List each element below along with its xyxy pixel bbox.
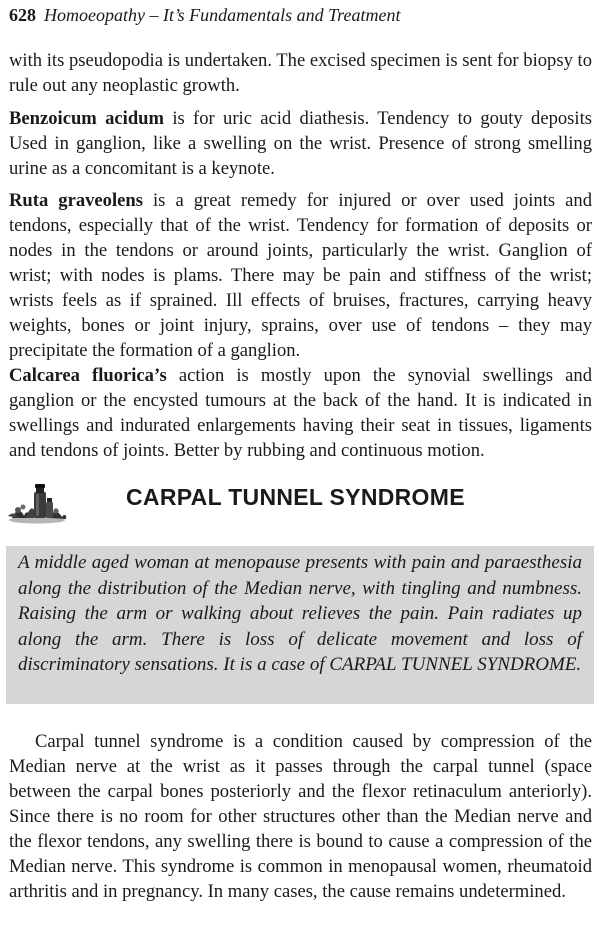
paragraph-text: action is mostly upon the synovial swellings and ganglion or the encysted tumours at the back of the hand. It is indicated in swellings and indurated enlargements having their seat in tissues, ligaments and tendons of joints. Better by rubbing and continuous motion. [9, 365, 592, 461]
herb-bottle-icon [6, 480, 68, 524]
paragraph-ruta-graveolens [9, 188, 592, 363]
section-title: CARPAL TUNNEL SYNDROME [126, 484, 465, 510]
paragraph-text: is a great remedy for injured or over used joints and tendons, especially that of the wrist. Tendency for formation of deposits or nodes in the tendons or around joints, particularly the wrist. Ganglion of wrist; with nodes is plams. There may be pain and stiffness of the wrist; wrists feels as if sprained. Ill effects of bruises, fractures, carrying heavy weights, bones or joint injury, sprains, over use of tendons – they may precipitate the formation of a ganglion. [9, 190, 592, 361]
paragraph-text: is for uric acid diathesis. Tendency to gouty deposits Used in ganglion, like a swelling on the wrist. Presence of strong smelling urine as a concomitant is a keynote. [9, 108, 592, 179]
paragraph-text: Carpal tunnel syndrome is a condition caused by compression of the Median nerve at the wrist as it passes through the carpal tunnel (space between the carpal bones posteriorly and the flexor retinaculum anteriorly). Since there is no room for other structures other than the Median nerve and the flexor tendons, any swelling there is bound to cause a compression of the Median nerve. This syndrome is common in menopausal women, rheumatoid arthritis and in pregnancy. In many cases, the cause remains undetermined. [9, 731, 592, 902]
paragraph-continuation [9, 48, 592, 98]
paragraph-carpal-tunnel-definition [9, 729, 592, 904]
book-title: Homoeopathy – It’s Fundamentals and Treatment [44, 5, 401, 25]
paragraph-text: with its pseudopodia is undertaken. The excised specimen is sent for biopsy to rule out any neoplastic growth. [9, 50, 592, 96]
remedy-name: Ruta graveolens [9, 190, 143, 211]
case-study-text: A middle aged woman at menopause presents with pain and paraesthesia along the distribution of the Median nerve, with tingling and numbness. Raising the arm or walking about relieves the pain. Pain radiates up along the arm. There is loss of delicate movement and loss of discriminatory sensations. It is a case of CARPAL TUNNEL SYNDROME. [18, 552, 582, 675]
remedy-name: Benzoicum acidum [9, 108, 164, 129]
running-header [9, 4, 400, 26]
section-heading [6, 478, 592, 526]
paragraph-calcarea-fluorica [9, 363, 592, 463]
paragraph-benzoicum-acidum [9, 106, 592, 181]
remedy-name: Calcarea fluorica’s [9, 365, 167, 386]
page-number: 628 [9, 5, 36, 25]
case-study-box [6, 546, 594, 704]
